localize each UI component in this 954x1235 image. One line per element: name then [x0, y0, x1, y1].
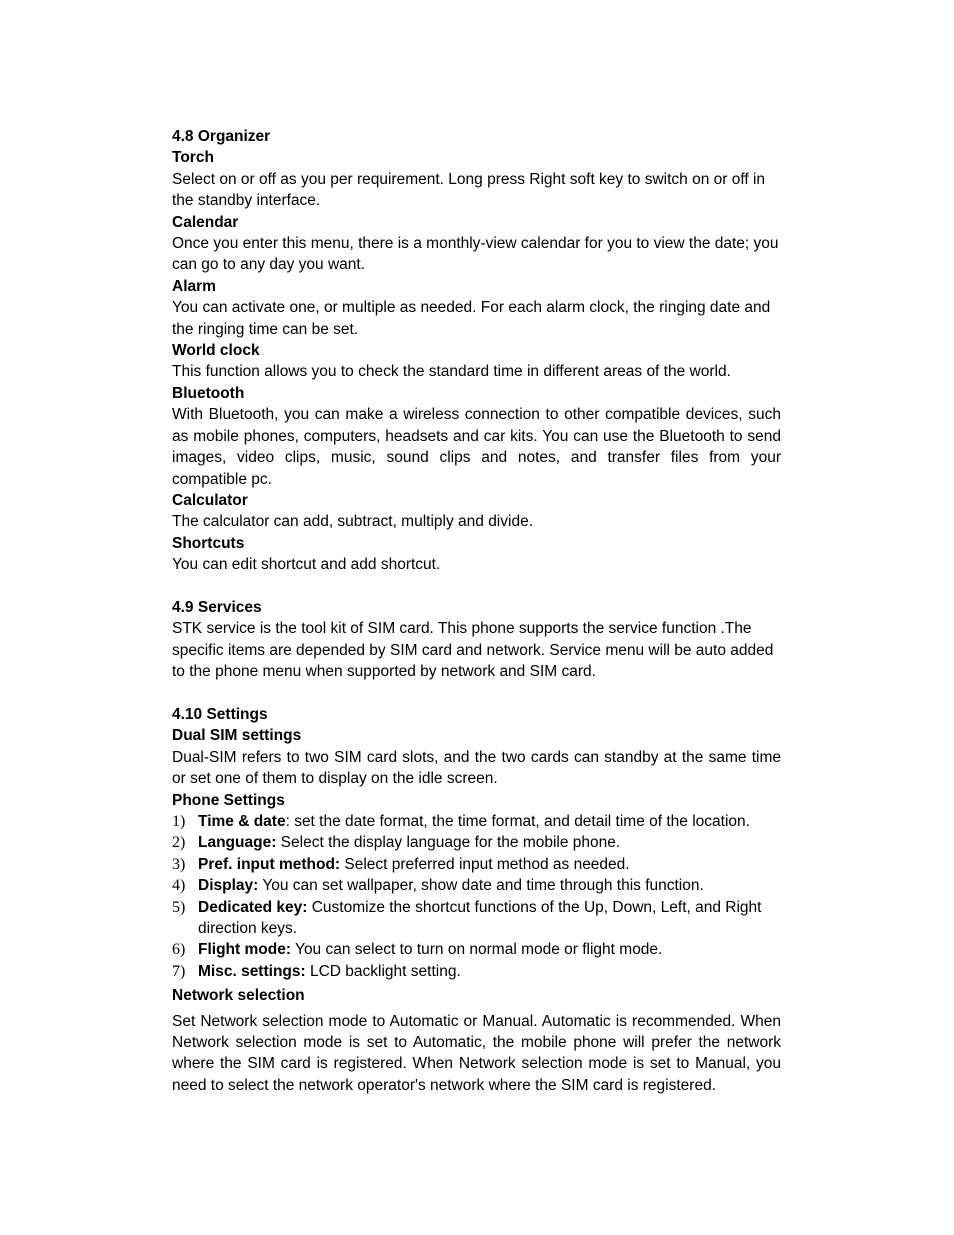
- subheading-shortcuts: Shortcuts: [172, 534, 245, 552]
- paragraph-bluetooth: With Bluetooth, you can make a wireless connection to other compatible devices, such as mobile phones, computers, headsets and car kits. You can use the Bluetooth to send images, video clips, music, sound clips and notes, and transfer files from your compatible pc.: [172, 406, 781, 488]
- subheading-alarm: Alarm: [172, 277, 216, 295]
- list-item-text: LCD backlight setting.: [305, 962, 461, 980]
- subheading-calendar: Calendar: [172, 213, 239, 231]
- list-number: 3): [172, 855, 186, 873]
- subheading-dual-sim: Dual SIM settings: [172, 727, 302, 745]
- subheading-network-selection: Network selection: [172, 987, 305, 1005]
- subheading-torch: Torch: [172, 149, 214, 167]
- list-item-label: Language:: [198, 834, 277, 852]
- list-item-label: Pref. input method:: [198, 855, 341, 873]
- list-item-text: Customize the shortcut functions of the Up, Down, Left, and Right direction keys.: [198, 898, 762, 937]
- list-item: [172, 875, 781, 896]
- list-item-label: Time & date: [198, 812, 286, 830]
- list-number: 6): [172, 941, 186, 959]
- list-item-label: Misc. settings:: [198, 962, 306, 980]
- list-item-label: Dedicated key:: [198, 898, 308, 916]
- list-item: [172, 854, 781, 875]
- list-item-text: You can set wallpaper, show date and time through this function.: [258, 877, 704, 895]
- section-heading-services: 4.9 Services: [172, 598, 262, 616]
- list-item: [172, 897, 781, 940]
- list-item-text: Select preferred input method as needed.: [340, 855, 630, 873]
- paragraph-alarm: You can activate one, or multiple as needed. For each alarm clock, the ringing date and the ringing time can be set.: [172, 299, 771, 338]
- section-heading-settings: 4.10 Settings: [172, 705, 268, 723]
- subheading-calculator: Calculator: [172, 491, 248, 509]
- paragraph-services: STK service is the tool kit of SIM card. This phone supports the service function .The specific items are depended by SIM card and network. Service menu will be auto added to the phone menu when supported by network and SIM card.: [172, 620, 774, 681]
- list-item-label: Display:: [198, 877, 259, 895]
- section-heading-organizer: 4.8 Organizer: [172, 128, 271, 145]
- list-item-text: Select the display language for the mobile phone.: [276, 834, 621, 852]
- spacer: [172, 683, 781, 704]
- list-item-text: : set the date format, the time format, and detail time of the location.: [285, 812, 750, 830]
- list-item: [172, 961, 781, 982]
- subheading-world-clock: World clock: [172, 342, 260, 360]
- paragraph-world-clock: This function allows you to check the standard time in different areas of the world.: [172, 363, 731, 381]
- paragraph-calculator: The calculator can add, subtract, multiply and divide.: [172, 513, 533, 531]
- list-item: [172, 811, 781, 832]
- list-number: 5): [172, 898, 186, 916]
- list-number: 4): [172, 877, 186, 895]
- subheading-bluetooth: Bluetooth: [172, 384, 245, 402]
- list-item: [172, 832, 781, 853]
- paragraph-network-selection: Set Network selection mode to Automatic or Manual. Automatic is recommended. When Network selection mode is set to Automatic, the mobile phone will prefer the network where the SIM card is registered. When Network selection mode is set to Manual, you need to select the network operator's network where the SIM card is registered.: [172, 1012, 781, 1094]
- spacer: [172, 576, 781, 597]
- list-number: 1): [172, 812, 186, 830]
- list-item-text: You can select to turn on normal mode or flight mode.: [291, 941, 663, 959]
- paragraph-dual-sim: Dual-SIM refers to two SIM card slots, and the two cards can standby at the same time or set one of them to display on the idle screen.: [172, 748, 781, 788]
- document-page: [172, 126, 781, 1096]
- list-item-label: Flight mode:: [198, 941, 291, 959]
- paragraph-calendar: Once you enter this menu, there is a monthly-view calendar for you to view the date; you can go to any day you want.: [172, 235, 779, 274]
- list-number: 2): [172, 834, 186, 852]
- subheading-phone-settings: Phone Settings: [172, 791, 285, 809]
- paragraph-torch: Select on or off as you per requirement. Long press Right soft key to switch on or off in the standby interface.: [172, 170, 766, 210]
- phone-settings-list: [172, 811, 781, 982]
- list-number: 7): [172, 962, 186, 980]
- paragraph-shortcuts: You can edit shortcut and add shortcut.: [172, 556, 441, 574]
- list-item: [172, 939, 781, 960]
